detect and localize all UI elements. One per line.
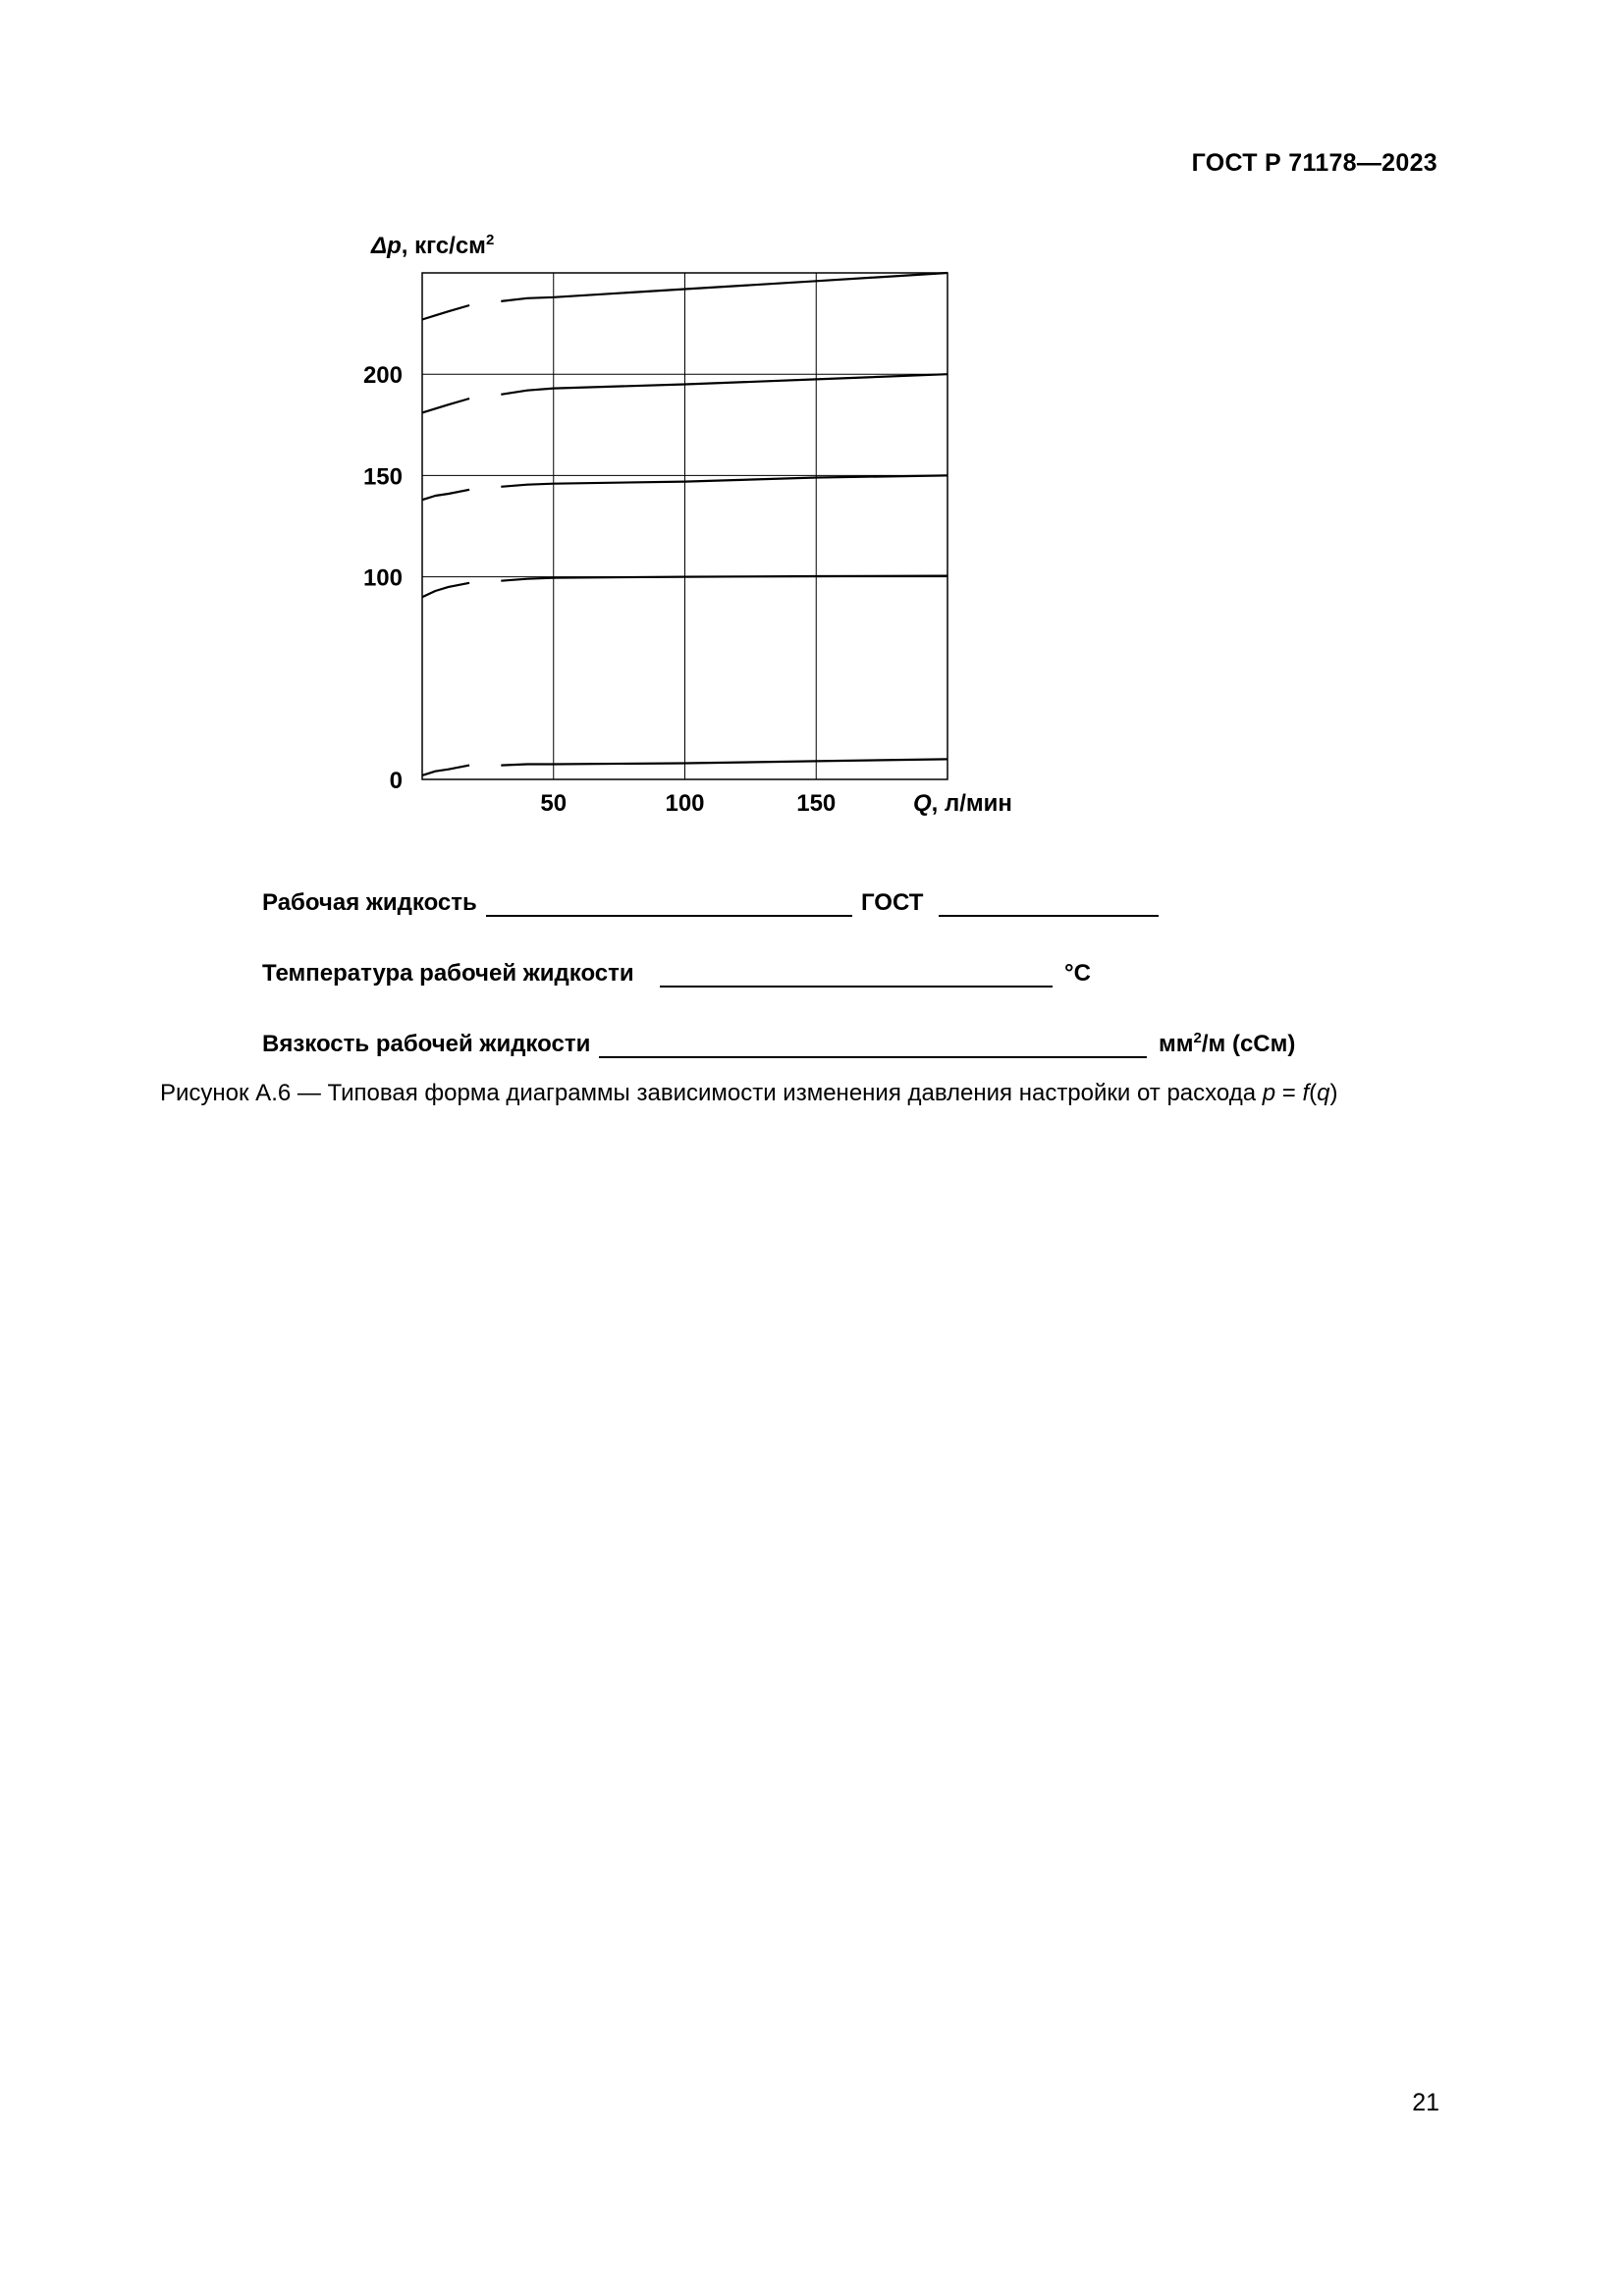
temperature-unit: °С (1064, 960, 1091, 987)
series-line-4-segment-1 (422, 399, 469, 412)
gost-field[interactable] (939, 915, 1159, 917)
x-axis-label (913, 790, 1012, 817)
viscosity-label: Вязкость рабочей жидкости (262, 1031, 591, 1057)
viscosity-unit-exp: 2 (1193, 1030, 1202, 1046)
y-axis-unit: , кгс/см (401, 233, 486, 259)
working-fluid-label: Рабочая жидкость (262, 889, 477, 916)
working-fluid-field[interactable] (486, 915, 852, 917)
caption-close: ) (1329, 1080, 1338, 1106)
caption-f: f (1302, 1080, 1310, 1106)
chart-grid (422, 273, 947, 779)
gost-label: ГОСТ (861, 889, 924, 916)
temperature-label: Температура рабочей жидкости (262, 960, 634, 987)
caption-q: q (1317, 1080, 1330, 1106)
caption-text: Рисунок А.6 — Типовая форма диаграммы зависимости изменения давления настройки от расхода (160, 1080, 1263, 1106)
chart-tick-labels (363, 362, 836, 817)
caption-eq: = (1275, 1080, 1303, 1106)
series-line-5-segment-2 (501, 273, 947, 301)
viscosity-unit-post: /м (сСм) (1201, 1031, 1296, 1057)
y-tick-label: 200 (362, 362, 403, 390)
series-line-3-segment-2 (501, 475, 947, 486)
viscosity-unit-pre: мм (1159, 1031, 1194, 1057)
y-tick-label: 100 (362, 564, 403, 592)
caption-p: p (1262, 1080, 1276, 1106)
x-tick-label: 150 (796, 790, 837, 817)
pressure-flow-chart (0, 0, 1624, 883)
x-axis-unit: , л/мин (931, 790, 1012, 817)
y-axis-unit-exp: 2 (485, 232, 495, 248)
x-tick-label: 50 (540, 790, 568, 817)
page-number: 21 (1412, 2089, 1439, 2116)
y-tick-label: 150 (362, 463, 403, 491)
series-line-4-segment-2 (501, 374, 947, 395)
x-tick-label: 100 (665, 790, 705, 817)
y-tick-label: 0 (389, 768, 403, 794)
viscosity-unit (1159, 1031, 1295, 1058)
document-header: ГОСТ Р 71178—2023 (1191, 149, 1437, 177)
series-line-2-segment-1 (422, 583, 469, 597)
y-axis-label (370, 232, 494, 259)
series-line-1-segment-2 (501, 759, 947, 765)
temperature-field[interactable] (660, 986, 1053, 988)
figure-caption (160, 1080, 1337, 1107)
series-line-1-segment-1 (422, 766, 469, 775)
y-axis-symbol: Δp (371, 233, 402, 259)
caption-open: ( (1309, 1080, 1318, 1106)
series-line-5-segment-1 (422, 305, 469, 320)
x-axis-symbol: Q (913, 790, 932, 817)
viscosity-field[interactable] (599, 1056, 1147, 1058)
series-line-3-segment-1 (422, 490, 469, 500)
